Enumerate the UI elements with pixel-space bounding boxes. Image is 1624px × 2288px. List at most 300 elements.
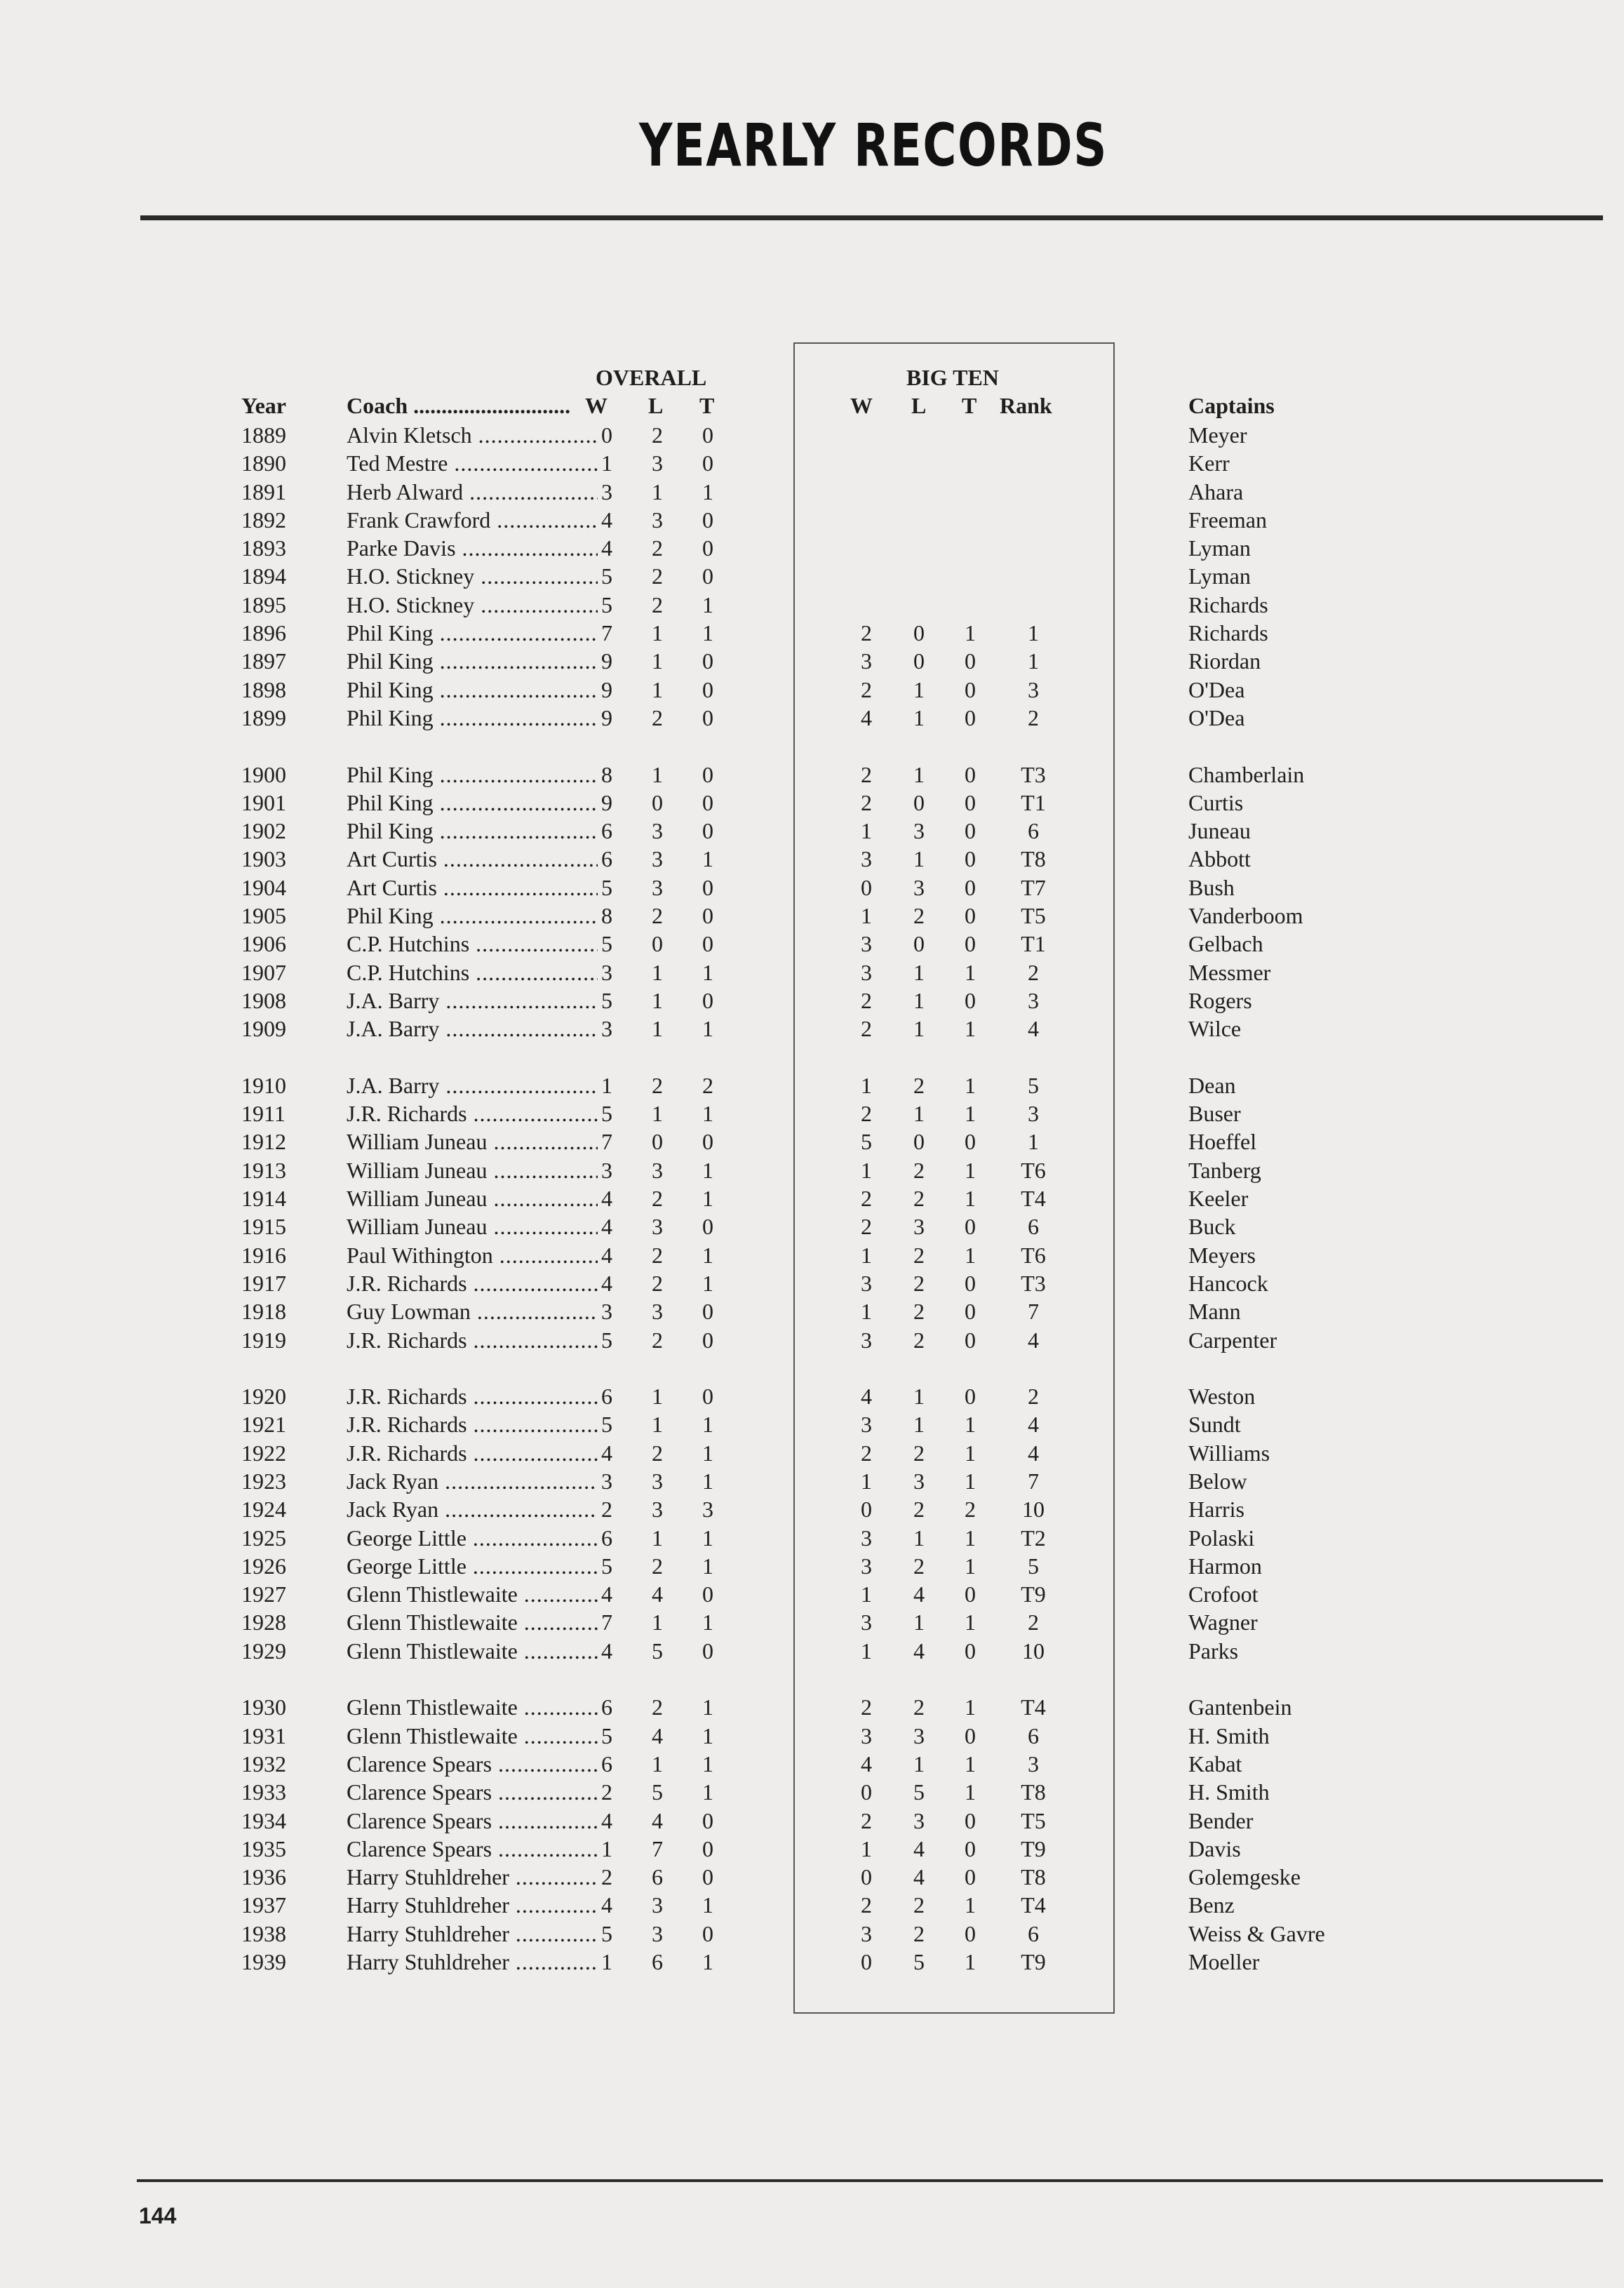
captain-cell: Ahara: [1188, 479, 1244, 504]
overall-wins-cell: 8: [598, 902, 616, 930]
overall-ties-cell: 1: [702, 1751, 713, 1777]
table-row: [0, 647, 1624, 675]
table-row: [0, 1693, 1624, 1721]
table-row: [0, 761, 1624, 789]
captain-cell: Bush: [1188, 874, 1235, 900]
overall-wins-cell: 6: [598, 845, 616, 873]
table-row: [0, 506, 1624, 534]
overall-wins-cell: 9: [598, 676, 616, 704]
bigten-wins-cell: 4: [861, 1384, 872, 1410]
bigten-losses-cell: 1: [913, 1016, 925, 1042]
overall-ties-cell: 0: [702, 789, 713, 815]
bigten-wins-cell: 3: [861, 1920, 872, 1946]
year-cell: 1935: [241, 1835, 286, 1861]
overall-ties-cell: 1: [702, 1186, 713, 1212]
overall-losses-cell: 1: [652, 1525, 663, 1551]
bigten-rank-cell: T9: [1021, 1581, 1046, 1607]
overall-wins-cell: 4: [598, 1637, 616, 1665]
bigten-losses-cell: 2: [913, 1242, 925, 1268]
coach-cell: J.R. Richards .....: [347, 1382, 600, 1410]
table-row: [0, 591, 1624, 619]
coach-cell: Herb Alward .....: [347, 478, 600, 506]
year-cell: 1932: [241, 1751, 286, 1777]
bigten-rank-cell: T8: [1021, 1779, 1046, 1805]
table-row: [0, 1948, 1624, 1976]
bigten-losses-cell: 0: [913, 648, 925, 674]
bigten-rank-cell: 2: [1028, 959, 1039, 985]
bigten-wins-cell: 2: [861, 1186, 872, 1212]
bigten-wins-cell: 3: [861, 1722, 872, 1748]
captain-cell: Wagner: [1188, 1610, 1258, 1635]
table-row: [0, 817, 1624, 845]
coach-cell: Paul Withington .....: [347, 1241, 600, 1269]
bigten-ties-cell: 0: [965, 1864, 976, 1890]
captain-cell: Moeller: [1188, 1949, 1260, 1975]
year-cell: 1931: [241, 1722, 286, 1748]
table-row: [0, 1241, 1624, 1269]
overall-ties-cell: 3: [702, 1497, 713, 1523]
coach-cell: J.R. Richards .....: [347, 1269, 600, 1297]
bigten-wins-cell: 2: [861, 1016, 872, 1042]
bigten-losses-cell: 2: [913, 1270, 925, 1296]
table-row: [0, 1580, 1624, 1608]
table-row: [0, 676, 1624, 704]
coach-cell: Phil King .....: [347, 817, 600, 845]
overall-wins-cell: 4: [598, 1807, 616, 1835]
overall-losses-cell: 5: [652, 1779, 663, 1805]
overall-wins-cell: 5: [598, 1552, 616, 1580]
overall-losses-cell: 2: [652, 422, 663, 448]
bigten-losses-cell: 1: [913, 1412, 925, 1438]
bigten-ties-cell: 2: [965, 1497, 976, 1523]
overall-wins-cell: 3: [598, 1467, 616, 1495]
table-row: [0, 1410, 1624, 1438]
overall-wins-cell: 5: [598, 874, 616, 902]
captain-cell: Crofoot: [1188, 1581, 1259, 1607]
bigten-rank-cell: T8: [1021, 1864, 1046, 1890]
captain-cell: Polaski: [1188, 1525, 1255, 1551]
overall-losses-cell: 6: [652, 1864, 663, 1890]
year-cell: 1902: [241, 818, 286, 844]
bigten-losses-cell: 2: [913, 1072, 925, 1098]
bigten-ties-cell: 1: [965, 959, 976, 985]
captain-cell: Buck: [1188, 1214, 1236, 1240]
year-cell: 1909: [241, 1016, 286, 1042]
coach-cell: George Little .....: [347, 1524, 600, 1552]
year-cell: 1925: [241, 1525, 286, 1551]
bigten-wins-cell: 4: [861, 704, 872, 730]
year-cell: 1889: [241, 422, 286, 448]
coach-cell: Jack Ryan .....: [347, 1467, 600, 1495]
captain-cell: Hancock: [1188, 1270, 1268, 1296]
bigten-wins-cell: 0: [861, 1864, 872, 1890]
bigten-wins-cell: 1: [861, 1242, 872, 1268]
table-row: [0, 1891, 1624, 1919]
table-row: [0, 1184, 1624, 1212]
coach-cell: George Little .....: [347, 1552, 600, 1580]
overall-ties-cell: 1: [702, 1525, 713, 1551]
year-cell: 1891: [241, 479, 286, 504]
captain-cell: Golemgeske: [1188, 1864, 1301, 1890]
captain-cell: Hoeffel: [1188, 1129, 1257, 1155]
captain-cell: Kabat: [1188, 1751, 1242, 1777]
overall-ties-cell: 0: [702, 1214, 713, 1240]
coach-cell: Phil King .....: [347, 761, 600, 789]
year-cell: 1901: [241, 789, 286, 815]
overall-ties-cell: 0: [702, 507, 713, 533]
bigten-losses-cell: 2: [913, 1440, 925, 1466]
bigten-wins-cell: 3: [861, 1270, 872, 1296]
year-cell: 1924: [241, 1497, 286, 1523]
bigten-wins-cell: 2: [861, 1892, 872, 1918]
table-row: [0, 1524, 1624, 1552]
table-row: [0, 1552, 1624, 1580]
year-cell: 1906: [241, 931, 286, 957]
captain-cell: Weiss & Gavre: [1188, 1920, 1325, 1946]
table-row: [0, 930, 1624, 958]
coach-cell: William Juneau .....: [347, 1128, 600, 1156]
table-row: [0, 1269, 1624, 1297]
table-row: [0, 1382, 1624, 1410]
year-cell: 1922: [241, 1440, 286, 1466]
header-year: Year: [241, 393, 286, 418]
overall-ties-cell: 1: [702, 1412, 713, 1438]
bigten-rank-cell: 5: [1028, 1553, 1039, 1579]
overall-wins-cell: 2: [598, 1495, 616, 1523]
captain-cell: Wilce: [1188, 1016, 1242, 1042]
captain-cell: Riordan: [1188, 648, 1261, 674]
bigten-wins-cell: 2: [861, 1694, 872, 1720]
bigten-losses-cell: 1: [913, 1384, 925, 1410]
bigten-losses-cell: 1: [913, 1610, 925, 1635]
year-cell: 1911: [241, 1101, 286, 1127]
bigten-losses-cell: 3: [913, 1722, 925, 1748]
bigten-wins-cell: 2: [861, 1101, 872, 1127]
overall-losses-cell: 3: [652, 1214, 663, 1240]
captain-cell: Carpenter: [1188, 1327, 1277, 1353]
overall-ties-cell: 1: [702, 1157, 713, 1183]
header-bigten-t: T: [962, 393, 977, 418]
bigten-ties-cell: 0: [965, 874, 976, 900]
bigten-wins-cell: 1: [861, 1581, 872, 1607]
bigten-losses-cell: 0: [913, 931, 925, 957]
bigten-rank-cell: 4: [1028, 1016, 1039, 1042]
bigten-losses-cell: 3: [913, 1214, 925, 1240]
overall-wins-cell: 3: [598, 1156, 616, 1184]
year-cell: 1921: [241, 1412, 286, 1438]
year-cell: 1917: [241, 1270, 286, 1296]
year-cell: 1913: [241, 1157, 286, 1183]
bigten-rank-cell: 6: [1028, 1920, 1039, 1946]
overall-losses-cell: 1: [652, 1016, 663, 1042]
coach-cell: Glenn Thistlewaite .....: [347, 1580, 600, 1608]
overall-wins-cell: 6: [598, 1750, 616, 1778]
overall-losses-cell: 3: [652, 1468, 663, 1494]
header-captains: Captains: [1188, 393, 1275, 418]
captain-cell: Richards: [1188, 620, 1268, 646]
bigten-ties-cell: 0: [965, 761, 976, 787]
coach-cell: Frank Crawford .....: [347, 506, 600, 534]
overall-wins-cell: 4: [598, 1891, 616, 1919]
captain-cell: Davis: [1188, 1835, 1241, 1861]
bigten-rank-cell: T9: [1021, 1835, 1046, 1861]
year-cell: 1936: [241, 1864, 286, 1890]
overall-losses-cell: 1: [652, 1610, 663, 1635]
bigten-ties-cell: 0: [965, 931, 976, 957]
captain-cell: Gantenbein: [1188, 1694, 1292, 1720]
table-row: [0, 1212, 1624, 1240]
bigten-wins-cell: 3: [861, 959, 872, 985]
bigten-ties-cell: 0: [965, 903, 976, 929]
overall-wins-cell: 6: [598, 817, 616, 845]
overall-losses-cell: 1: [652, 959, 663, 985]
bigten-losses-cell: 1: [913, 987, 925, 1013]
coach-cell: Phil King .....: [347, 704, 600, 732]
year-cell: 1923: [241, 1468, 286, 1494]
coach-cell: J.A. Barry .....: [347, 1015, 600, 1043]
overall-wins-cell: 5: [598, 1920, 616, 1948]
page-number: 144: [139, 2203, 177, 2228]
bigten-ties-cell: 0: [965, 1270, 976, 1296]
overall-wins-cell: 5: [598, 930, 616, 958]
overall-losses-cell: 2: [652, 1327, 663, 1353]
header-overall-w: W: [585, 393, 608, 418]
overall-ties-cell: 0: [702, 704, 713, 730]
bigten-rank-cell: 2: [1028, 704, 1039, 730]
bigten-ties-cell: 1: [965, 1157, 976, 1183]
overall-ties-cell: 0: [702, 535, 713, 561]
overall-wins-cell: 4: [598, 1184, 616, 1212]
bigten-losses-cell: 4: [913, 1835, 925, 1861]
bigten-ties-cell: 1: [965, 1242, 976, 1268]
overall-wins-cell: 5: [598, 1099, 616, 1128]
overall-losses-cell: 2: [652, 1440, 663, 1466]
bigten-rank-cell: T5: [1021, 1807, 1046, 1833]
overall-wins-cell: 5: [598, 986, 616, 1015]
bigten-ties-cell: 0: [965, 1920, 976, 1946]
coach-cell: Harry Stuhldreher .....: [347, 1948, 600, 1976]
overall-ties-cell: 0: [702, 761, 713, 787]
coach-cell: Harry Stuhldreher .....: [347, 1920, 600, 1948]
bigten-ties-cell: 0: [965, 1327, 976, 1353]
table-row: [0, 986, 1624, 1015]
bigten-wins-cell: 3: [861, 846, 872, 872]
bigten-wins-cell: 1: [861, 1468, 872, 1494]
coach-cell: Phil King .....: [347, 647, 600, 675]
coach-cell: Clarence Spears .....: [347, 1750, 600, 1778]
overall-ties-cell: 1: [702, 591, 713, 617]
table-row: [0, 449, 1624, 477]
captain-cell: Below: [1188, 1468, 1247, 1494]
year-cell: 1894: [241, 563, 286, 589]
overall-ties-cell: 1: [702, 1553, 713, 1579]
bigten-rank-cell: 4: [1028, 1412, 1039, 1438]
bigten-ties-cell: 0: [965, 1835, 976, 1861]
table-row: [0, 421, 1624, 449]
coach-cell: Alvin Kletsch .....: [347, 421, 600, 449]
header-rank: Rank: [1000, 393, 1052, 418]
year-cell: 1918: [241, 1299, 286, 1325]
bigten-ties-cell: 0: [965, 818, 976, 844]
bigten-ties-cell: 0: [965, 1384, 976, 1410]
coach-cell: Harry Stuhldreher .....: [347, 1891, 600, 1919]
table-row: [0, 874, 1624, 902]
bigten-ties-cell: 1: [965, 1101, 976, 1127]
year-cell: 1929: [241, 1638, 286, 1664]
bigten-rank-cell: 6: [1028, 818, 1039, 844]
bigten-ties-cell: 1: [965, 1892, 976, 1918]
overall-losses-cell: 3: [652, 1299, 663, 1325]
captain-cell: Harris: [1188, 1497, 1244, 1523]
overall-wins-cell: 5: [598, 1410, 616, 1438]
bigten-wins-cell: 3: [861, 1553, 872, 1579]
coach-cell: C.P. Hutchins .....: [347, 958, 600, 986]
bigten-losses-cell: 2: [913, 1327, 925, 1353]
bigten-rank-cell: 1: [1028, 648, 1039, 674]
bigten-rank-cell: T6: [1021, 1157, 1046, 1183]
bigten-rank-cell: T4: [1021, 1186, 1046, 1212]
year-cell: 1934: [241, 1807, 286, 1833]
captain-cell: Gelbach: [1188, 931, 1263, 957]
bigten-ties-cell: 0: [965, 846, 976, 872]
year-cell: 1904: [241, 874, 286, 900]
bigten-wins-cell: 0: [861, 874, 872, 900]
bigten-ties-cell: 0: [965, 1581, 976, 1607]
bigten-ties-cell: 0: [965, 648, 976, 674]
year-cell: 1897: [241, 648, 286, 674]
coach-cell: Clarence Spears .....: [347, 1778, 600, 1806]
bigten-rank-cell: T1: [1021, 789, 1046, 815]
bigten-losses-cell: 5: [913, 1949, 925, 1975]
table-row: [0, 958, 1624, 986]
header-big-ten: BIG TEN: [906, 365, 999, 390]
captain-cell: Messmer: [1188, 959, 1271, 985]
captain-cell: Meyers: [1188, 1242, 1256, 1268]
year-cell: 1910: [241, 1072, 286, 1098]
captain-cell: Vanderboom: [1188, 903, 1303, 929]
overall-losses-cell: 1: [652, 1101, 663, 1127]
bigten-losses-cell: 1: [913, 704, 925, 730]
table-row: [0, 1071, 1624, 1099]
bigten-losses-cell: 1: [913, 676, 925, 702]
bigten-wins-cell: 1: [861, 1835, 872, 1861]
bigten-rank-cell: 4: [1028, 1440, 1039, 1466]
year-cell: 1914: [241, 1186, 286, 1212]
bigten-ties-cell: 0: [965, 789, 976, 815]
overall-losses-cell: 4: [652, 1807, 663, 1833]
bigten-rank-cell: 2: [1028, 1384, 1039, 1410]
overall-ties-cell: 1: [702, 1270, 713, 1296]
year-cell: 1907: [241, 959, 286, 985]
year-cell: 1905: [241, 903, 286, 929]
overall-wins-cell: 3: [598, 958, 616, 986]
overall-losses-cell: 3: [652, 1157, 663, 1183]
overall-ties-cell: 1: [702, 1242, 713, 1268]
overall-losses-cell: 1: [652, 648, 663, 674]
overall-wins-cell: 2: [598, 1778, 616, 1806]
bigten-ties-cell: 1: [965, 1072, 976, 1098]
captain-cell: Lyman: [1188, 535, 1251, 561]
overall-ties-cell: 1: [702, 1016, 713, 1042]
overall-wins-cell: 5: [598, 562, 616, 590]
table-row: [0, 1750, 1624, 1778]
bigten-losses-cell: 2: [913, 1553, 925, 1579]
header-overall: OVERALL: [596, 365, 707, 390]
overall-losses-cell: 2: [652, 563, 663, 589]
bigten-wins-cell: 2: [861, 987, 872, 1013]
bigten-losses-cell: 2: [913, 1497, 925, 1523]
overall-losses-cell: 7: [652, 1835, 663, 1861]
overall-wins-cell: 2: [598, 1863, 616, 1891]
header-overall-l: L: [648, 393, 664, 418]
bigten-losses-cell: 2: [913, 903, 925, 929]
table-row: [0, 534, 1624, 562]
overall-wins-cell: 9: [598, 704, 616, 732]
year-cell: 1916: [241, 1242, 286, 1268]
coach-cell: Phil King .....: [347, 676, 600, 704]
overall-losses-cell: 2: [652, 591, 663, 617]
overall-losses-cell: 2: [652, 1270, 663, 1296]
year-cell: 1930: [241, 1694, 286, 1720]
coach-cell: Art Curtis .....: [347, 845, 600, 873]
bigten-losses-cell: 0: [913, 789, 925, 815]
coach-cell: Clarence Spears .....: [347, 1807, 600, 1835]
overall-wins-cell: 6: [598, 1693, 616, 1721]
table-row: [0, 1778, 1624, 1806]
overall-losses-cell: 3: [652, 1497, 663, 1523]
bigten-wins-cell: 3: [861, 648, 872, 674]
bigten-rank-cell: T4: [1021, 1892, 1046, 1918]
bigten-wins-cell: 2: [861, 761, 872, 787]
overall-losses-cell: 2: [652, 1072, 663, 1098]
bigten-ties-cell: 1: [965, 1694, 976, 1720]
captain-cell: Williams: [1188, 1440, 1270, 1466]
overall-ties-cell: 0: [702, 422, 713, 448]
table-row: [0, 1297, 1624, 1325]
overall-losses-cell: 3: [652, 450, 663, 476]
overall-wins-cell: 9: [598, 789, 616, 817]
bigten-losses-cell: 1: [913, 846, 925, 872]
overall-ties-cell: 0: [702, 1581, 713, 1607]
captain-cell: Freeman: [1188, 507, 1267, 533]
year-cell: 1893: [241, 535, 286, 561]
year-cell: 1899: [241, 704, 286, 730]
overall-losses-cell: 1: [652, 1384, 663, 1410]
captain-cell: Benz: [1188, 1892, 1235, 1918]
coach-cell: J.R. Richards .....: [347, 1326, 600, 1354]
coach-cell: Glenn Thistlewaite .....: [347, 1693, 600, 1721]
overall-ties-cell: 0: [702, 1299, 713, 1325]
bigten-rank-cell: 7: [1028, 1299, 1039, 1325]
bigten-ties-cell: 0: [965, 987, 976, 1013]
year-cell: 1890: [241, 450, 286, 476]
coach-cell: Jack Ryan .....: [347, 1495, 600, 1523]
overall-wins-cell: 6: [598, 1382, 616, 1410]
overall-losses-cell: 5: [652, 1638, 663, 1664]
bigten-losses-cell: 1: [913, 959, 925, 985]
year-cell: 1926: [241, 1553, 286, 1579]
bigten-rank-cell: T7: [1021, 874, 1046, 900]
overall-ties-cell: 0: [702, 676, 713, 702]
captain-cell: Meyer: [1188, 422, 1247, 448]
overall-losses-cell: 3: [652, 1892, 663, 1918]
overall-wins-cell: 1: [598, 1948, 616, 1976]
bigten-losses-cell: 0: [913, 1129, 925, 1155]
captain-cell: Parks: [1188, 1638, 1239, 1664]
table-row: [0, 1835, 1624, 1863]
overall-ties-cell: 2: [702, 1072, 713, 1098]
bigten-losses-cell: 1: [913, 761, 925, 787]
